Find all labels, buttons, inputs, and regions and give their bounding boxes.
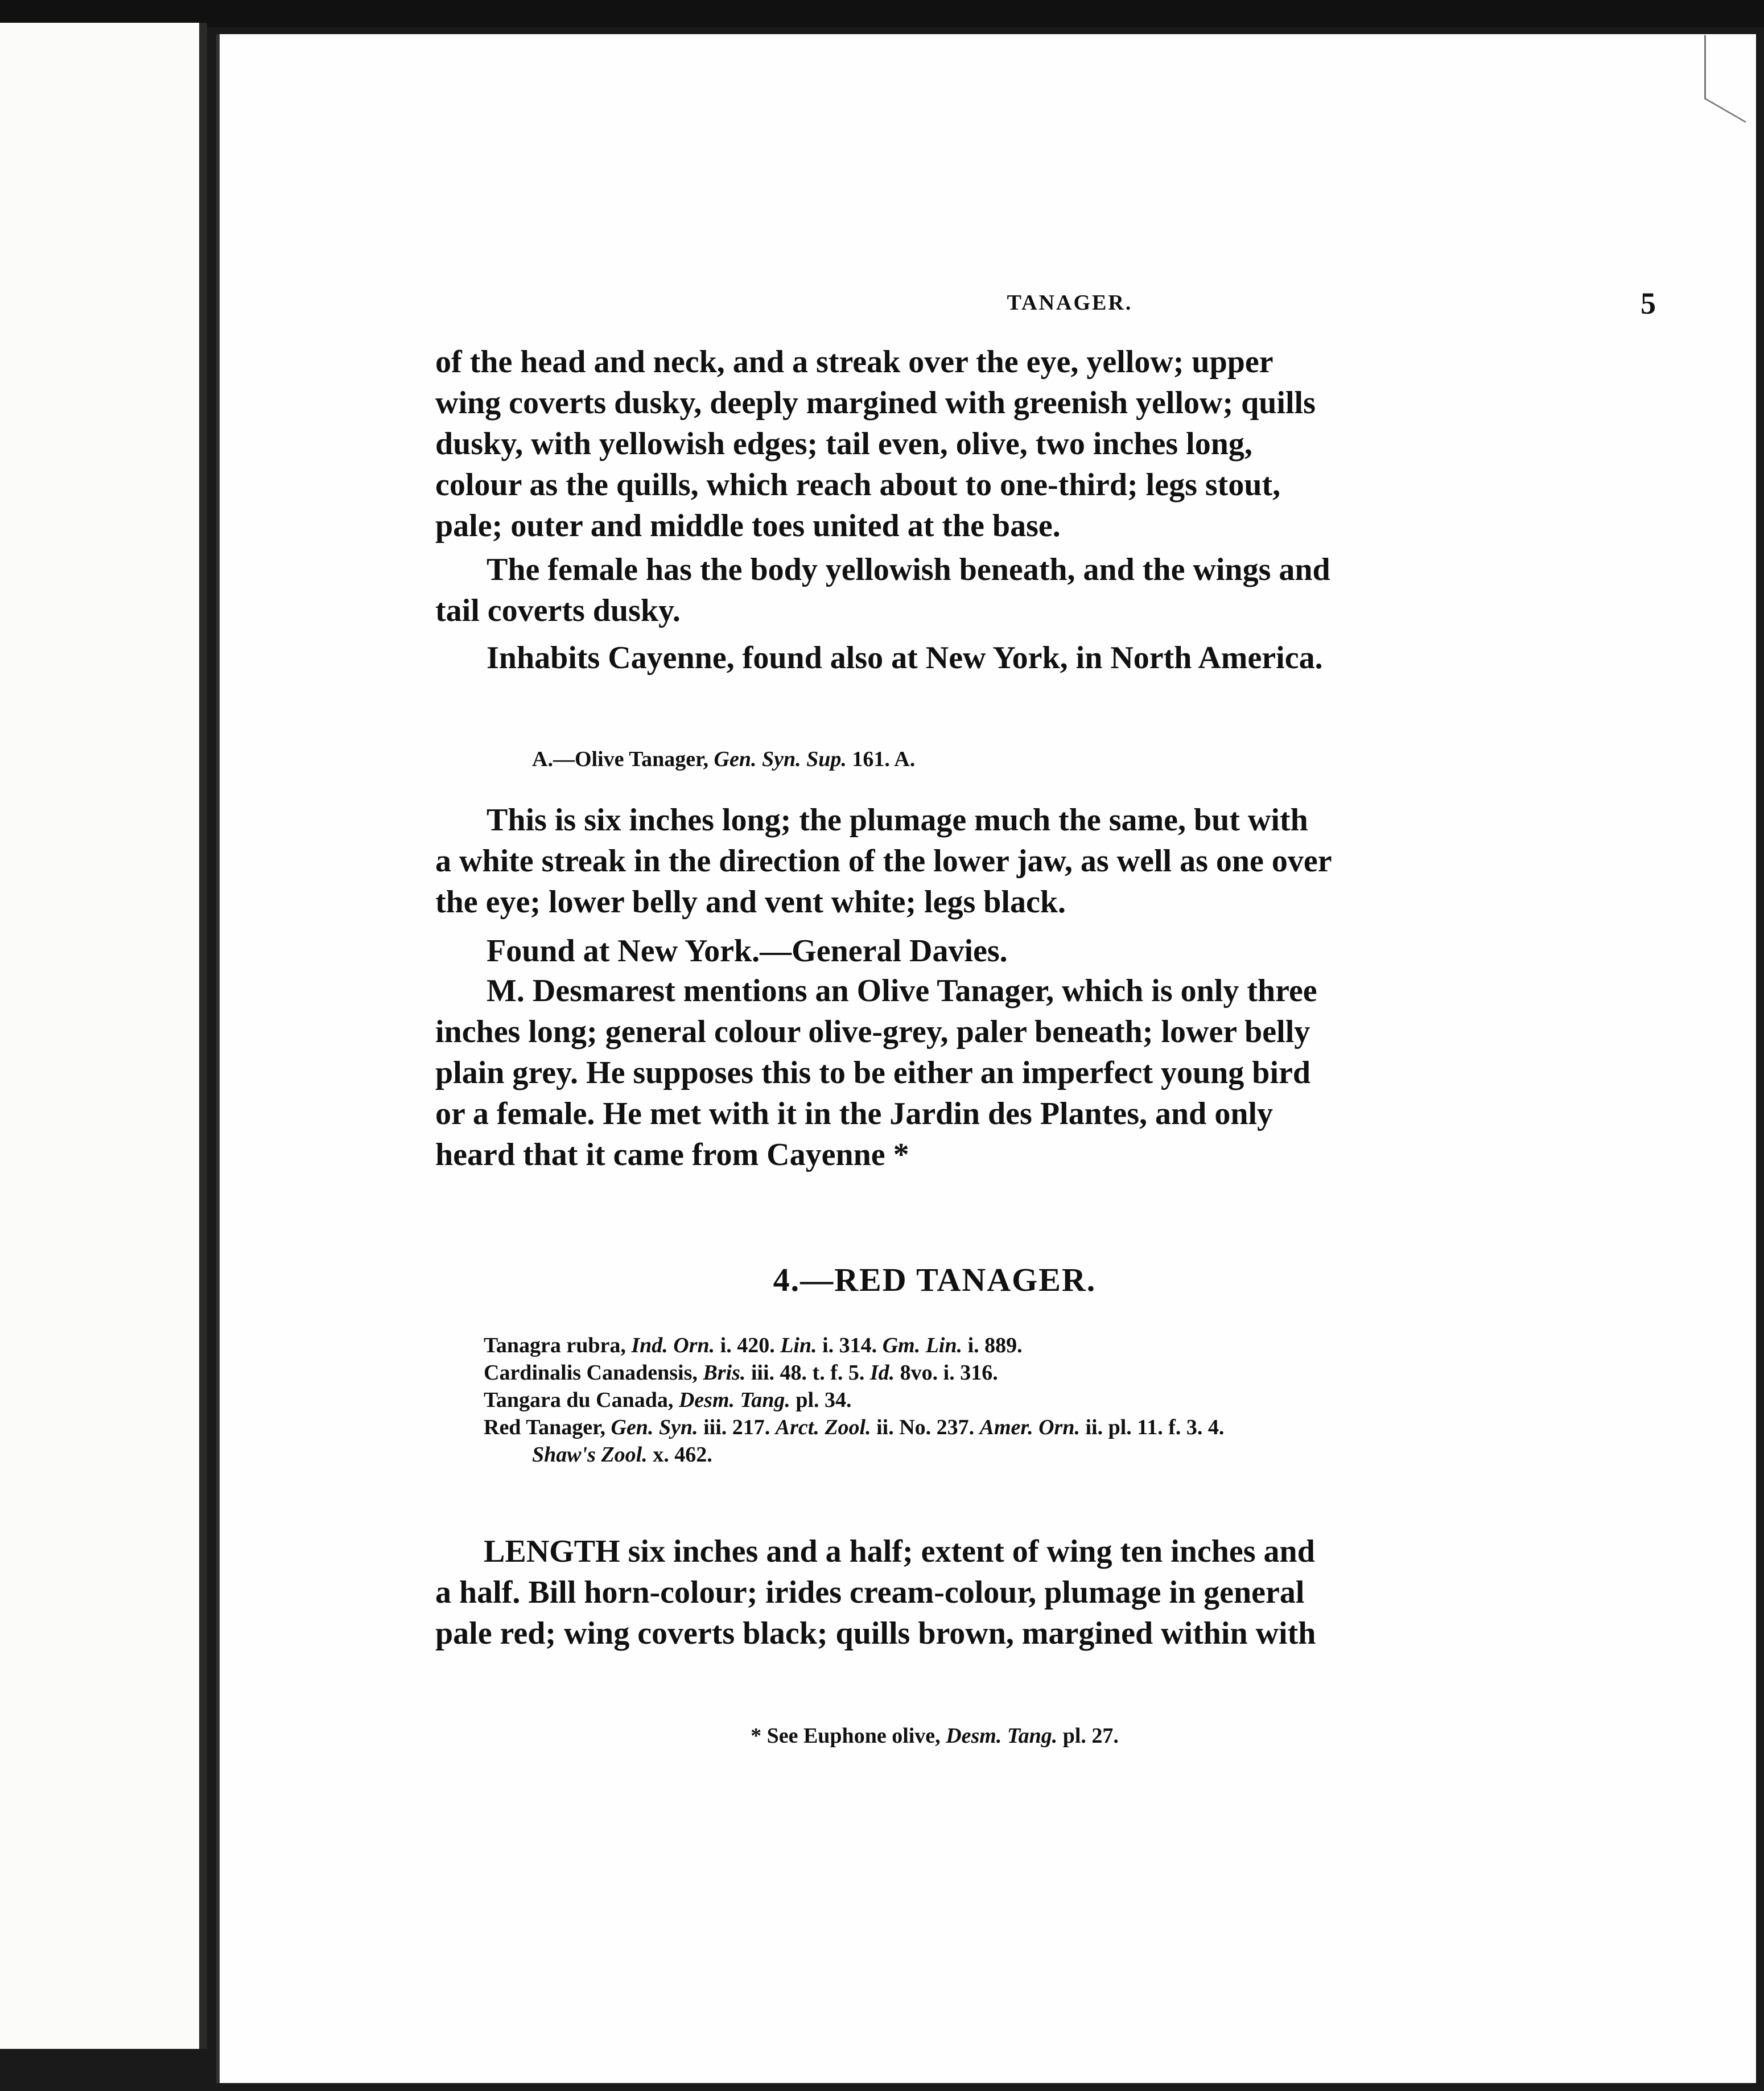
paragraph-habitat (487, 637, 1454, 678)
text-line: the eye; lower belly and vent white; legs black. (435, 884, 1066, 920)
text-line: LENGTH six inches and a half; extent of wing ten inches and (484, 1534, 1315, 1569)
species-heading: 4.—RED TANAGER. (773, 1261, 1097, 1298)
variety-name: A.—Olive Tanager, (532, 747, 714, 771)
variety-ref: Gen. Syn. Sup. (714, 747, 847, 771)
text-line: plain grey. He supposes this to be either an imperfect young bird (435, 1055, 1311, 1090)
paragraph-continued (435, 341, 1434, 546)
text-line: pale red; wing coverts black; quills brown, margined within with (435, 1616, 1316, 1651)
synonymy-entry: Red Tanager, Gen. Syn. iii. 217. Arct. Zool. ii. No. 237. Amer. Orn. ii. pl. 11. f. 3. 4. (484, 1415, 1225, 1439)
footnote-ref: Desm. Tang. (946, 1724, 1058, 1748)
paragraph-found (487, 931, 1397, 972)
footnote-text: * See Euphone olive, (751, 1724, 946, 1748)
paragraph-length (435, 1531, 1434, 1654)
synonymy-entry: Shaw's Zool. x. 462. (532, 1443, 712, 1467)
text-line: wing coverts dusky, deeply margined with greenish yellow; quills (435, 385, 1316, 421)
page-corner-fold (1704, 35, 1746, 123)
synonymy-entry: Tangara du Canada, Desm. Tang. pl. 34. (484, 1388, 852, 1412)
text-line: heard that it came from Cayenne * (435, 1137, 909, 1172)
running-head-title: TANAGER. (1007, 291, 1133, 315)
text-line: a white streak in the direction of the lower jaw, as well as one over (435, 843, 1332, 879)
running-head (654, 286, 1656, 324)
text-line: tail coverts dusky. (435, 593, 681, 628)
synonymy-entry: Cardinalis Canadensis, Bris. iii. 48. t. f. 5. Id. 8vo. i. 316. (484, 1361, 998, 1385)
text-line: pale; outer and middle toes united at the base. (435, 508, 1061, 544)
paragraph-variety-description (435, 800, 1434, 923)
scan-top-edge (0, 0, 1764, 27)
text-line: or a female. He met with it in the Jardin des Plantes, and only (435, 1096, 1273, 1131)
text-line: Found at New York.—General Davies. (487, 933, 1008, 969)
synonymy-entry: Tanagra rubra, Ind. Orn. i. 420. Lin. i. 314. Gm. Lin. i. 889. (484, 1333, 1023, 1357)
text-line: inches long; general colour olive-grey, paler beneath; lower belly (435, 1014, 1310, 1049)
facing-page-edge (0, 23, 207, 2049)
section-heading (435, 1261, 1434, 1299)
paragraph-desmarest (435, 970, 1434, 1175)
paragraph-female (435, 549, 1434, 631)
page-number: 5 (1641, 286, 1656, 320)
text-line: This is six inches long; the plumage much the same, but with (487, 802, 1308, 838)
text-line: a half. Bill horn-colour; irides cream-colour, plumage in general (435, 1575, 1305, 1610)
text-line: The female has the body yellowish beneath, and the wings and (487, 552, 1330, 587)
synonymy-list (484, 1332, 1462, 1468)
footnote (435, 1702, 1434, 1770)
footnote-plate: pl. 27. (1057, 1724, 1119, 1748)
variety-a-reference (532, 746, 1215, 773)
text-line: colour as the quills, which reach about to one-third; legs stout, (435, 467, 1281, 503)
text-line: dusky, with yellowish edges; tail even, olive, two inches long, (435, 426, 1252, 462)
variety-ref-number: 161. A. (846, 747, 916, 771)
text-line: M. Desmarest mentions an Olive Tanager, which is only three (487, 973, 1317, 1009)
text-line: of the head and neck, and a streak over the eye, yellow; upper (435, 344, 1273, 380)
text-line: Inhabits Cayenne, found also at New York, in North America. (487, 640, 1323, 676)
